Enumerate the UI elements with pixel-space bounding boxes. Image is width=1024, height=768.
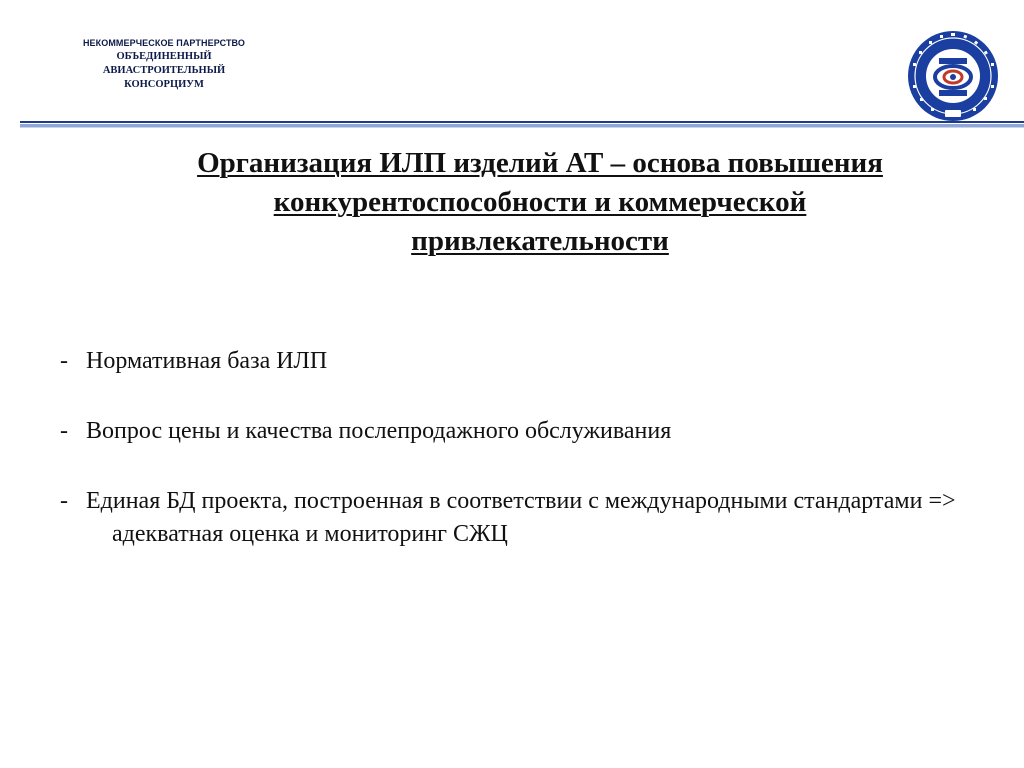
org-name-line-2: ОБЪЕДИНЕННЫЙ	[116, 51, 212, 62]
bullet-marker: -	[60, 418, 68, 444]
slide-title-line-3: привлекательности	[411, 225, 669, 257]
bullet-marker: -	[60, 488, 68, 514]
header-rule-pale	[20, 127, 1024, 128]
bullet-text: Нормативная база ИЛП	[86, 348, 328, 374]
slide-title-line-1: Организация ИЛП изделий АТ – основа повышения	[197, 147, 883, 179]
bullet-marker: -	[60, 348, 68, 374]
header-rule-dark	[20, 121, 1024, 123]
org-name-line-3: АВИАСТРОИТЕЛЬНЫЙ	[102, 65, 226, 76]
bullet-text: Единая БД проекта, построенная в соответствии с международными стандартами => адекватная оценка и мониторинг СЖЦ	[86, 488, 956, 547]
organization-name	[60, 37, 268, 92]
list-item	[60, 345, 980, 378]
list-item	[60, 485, 980, 551]
association-seal-icon	[907, 30, 999, 122]
org-name-line-1: НЕКОММЕРЧЕСКОЕ ПАРТНЕРСТВО	[82, 38, 246, 48]
org-name-line-4: КОНСОРЦИУМ	[124, 79, 204, 90]
list-item	[60, 415, 980, 448]
slide-title	[120, 144, 960, 261]
slide-title-line-2: конкурентоспособности и коммерческой	[273, 186, 807, 218]
bullet-text: Вопрос цены и качества послепродажного обслуживания	[86, 418, 672, 444]
bullet-list	[60, 345, 980, 588]
